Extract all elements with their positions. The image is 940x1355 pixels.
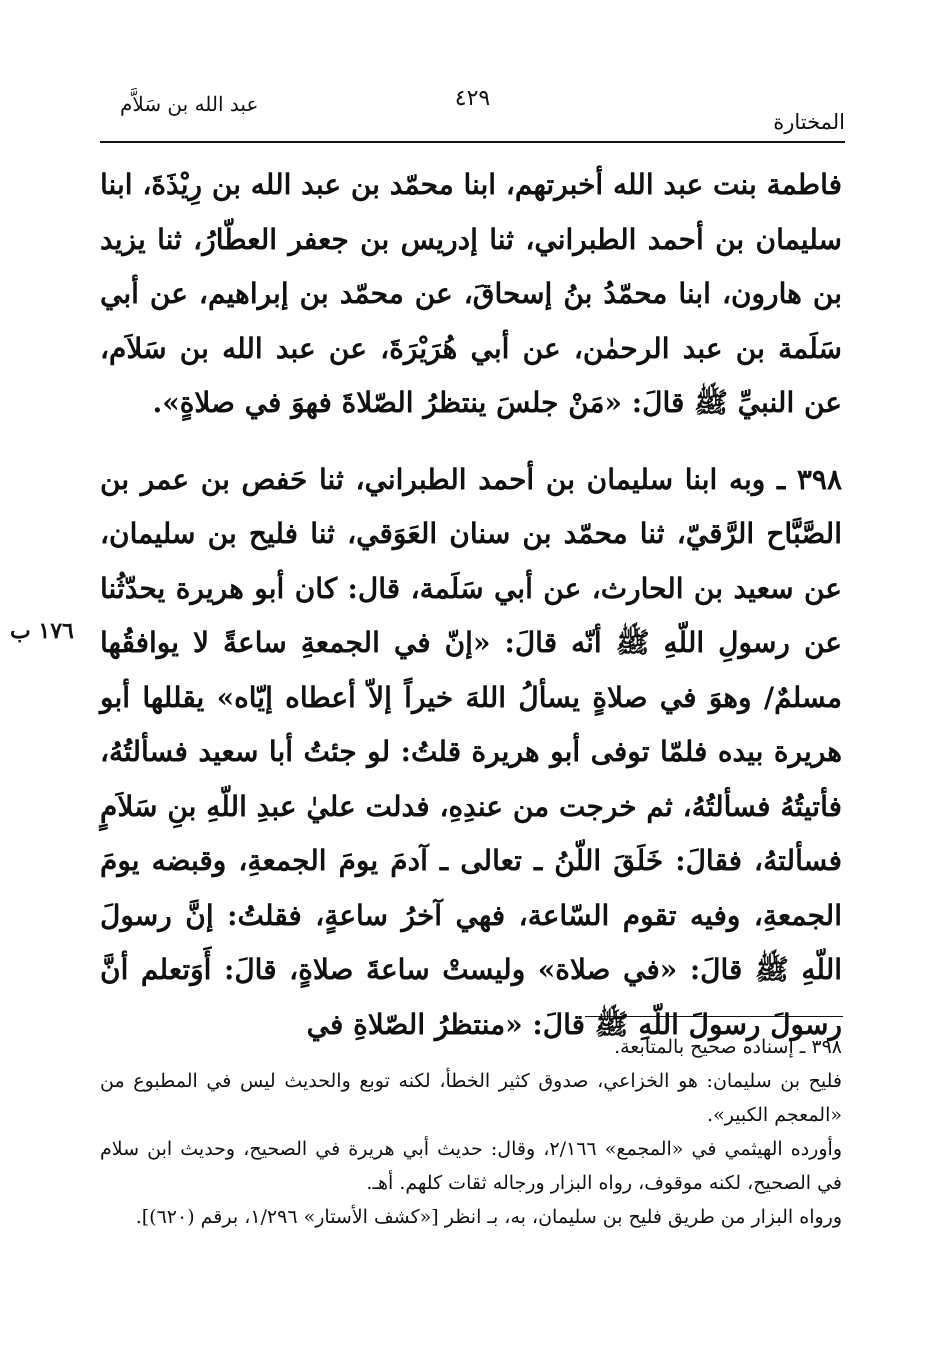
page-number: ٤٢٩ (454, 86, 491, 111)
paragraph-gap (100, 431, 842, 453)
footnote-3: وأورده الهيثمي في «المجمع» ٢/١٦٦، وقال: حديث أبي هريرة في الصحيح، وحديث ابن سلام في الصحيح، لكنه موقوف، رواه البزار ورجاله ثقات كلهم. أهـ. (100, 1138, 842, 1194)
manuscript-folio-note: ١٧٦ ب (10, 618, 74, 644)
paragraph-2-text: ـ وبه ابنا سليمان بن أحمد الطبراني، ثنا حَفص بن عمر بن الصَّبَّاح الرَّقيّ، ثنا محمّد بن سنان العَوَقي، ثنا فليح بن سليمان، عن سعيد بن الحارث، عن أبي سَلَمة، قال: كان أبو هريرة يحدّثُنا عن رسولِ اللّهِ ﷺ أنّه قالَ: «إنّ في الجمعةِ ساعةً لا يوافقُها مسلمٌ/ وهوَ في صلاةٍ يسألُ اللهَ خيراً إلاّ أعطاه إيّاه» يقللها أبو هريرة بيده فلمّا توفى أبو هريرة قلتُ: لو جئتُ أبا سعيد فسألتُهُ، فأتيتُهُ فسألتُهُ، ثم خرجت من عندِهِ، فدلت عليٰ عبدِ اللّهِ بنِ سَلاَمٍ فسألتهُ، فقالَ: خَلَقَ اللّنُ ـ تعالى ـ آدمَ يومَ الجمعةِ، وقبضه يومَ الجمعةِ، وفيه تقوم السّاعة، فهي آخرُ ساعةٍ، فقلتُ: إنَّ رسولَ اللّهِ ﷺ قالَ: «في صلاة» وليستْ ساعةَ صلاةٍ، قالَ: أَوَتعلم أنَّ رسولَ رسولَ اللّهِ ﷺ قالَ: «منتظرُ الصّلاةِ في (100, 462, 842, 1041)
paragraph-1: فاطمة بنت عبد الله أخبرتهم، ابنا محمّد بن عبد الله بن رِيْذَةَ، ابنا سليمان بن أحمد الطبراني، ثنا إدريس بن جعفر العطّارُ، ثنا يزيد بن هارون، ابنا محمّدُ بنُ إسحاقَ، عن محمّد بن إبراهيم، عن أبي سَلَمة بن عبد الرحمٰن، عن أبي هُرَيْرَةَ، عن عبد الله بن سَلاَم، عن النبيِّ ﷺ قالَ: «مَنْ جلسَ ينتظرُ الصّلاةَ فهوَ في صلاةٍ». (100, 168, 842, 419)
header-rule (100, 141, 845, 143)
footnotes (100, 1030, 842, 1234)
footnote-4: ورواه البزار من طريق فليح بن سليمان، به، بـ انظر [«كشف الأستار» ١/٢٩٦، برقم (٦٢٠)]. (135, 1206, 842, 1228)
main-text (100, 158, 842, 1052)
footnote-2: فليح بن سليمان: هو الخزاعي، صدوق كثير الخطأ، لكنه توبع والحديث ليس في المطبوع من «المعجم الكبير». (100, 1070, 842, 1126)
footnote-rule (585, 1016, 843, 1017)
footnote-1: ٣٩٨ ـ إسناده صحيح بالمتابعة. (614, 1036, 842, 1058)
paragraph-2 (100, 453, 842, 1053)
page-header (100, 80, 845, 142)
hadith-number: ٣٩٨ (796, 462, 842, 496)
running-title-right: المختارة (773, 110, 845, 134)
running-title-left: عبد الله بن سَلاَّم (120, 92, 259, 116)
